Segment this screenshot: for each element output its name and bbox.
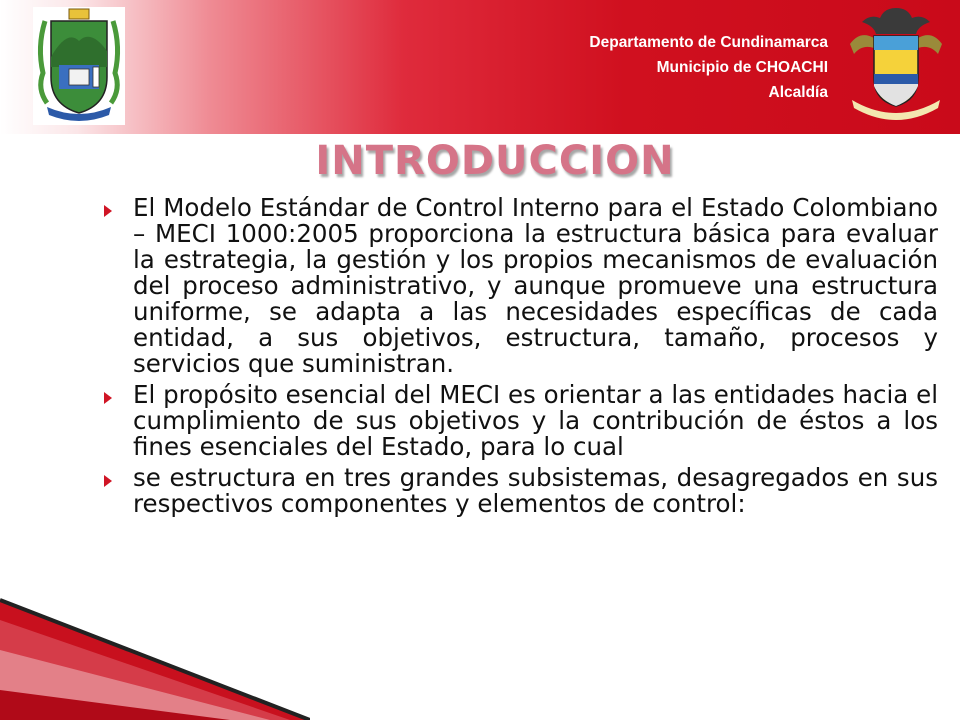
triangle-bullet-icon <box>104 475 112 487</box>
municipality-label: Municipio de CHOACHI <box>656 59 828 76</box>
header-text-block <box>408 30 828 105</box>
mayoralty-label: Alcaldía <box>768 84 828 101</box>
corner-decoration <box>0 590 310 720</box>
bullet-item <box>104 195 938 377</box>
department-label: Departamento de Cundinamarca <box>589 34 828 51</box>
bullet-list <box>104 195 938 522</box>
bullet-text: El Modelo Estándar de Control Interno para el Estado Colombiano – MECI 1000:2005 proporciona la estructura básica para evaluar la estrategia, la gestión y los propios mecanismos de evaluación del proceso administrativo, y aunque promueve una estructura uniforme, se adapta a las necesidades específicas de cada entidad, a sus objetivos, estructura, tamaño, procesos y servicios que suministran. <box>133 193 938 378</box>
triangle-bullet-icon <box>104 205 112 217</box>
bullet-text: El propósito esencial del MECI es orientar a las entidades hacia el cumplimiento de sus objetivos y la contribución de éstos a los fines esenciales del Estado, para lo cual <box>133 380 938 461</box>
bullet-item <box>104 382 938 460</box>
triangle-bullet-icon <box>104 392 112 404</box>
colombia-coat-of-arms-logo <box>840 4 952 130</box>
slide-title: INTRODUCCION <box>315 138 675 184</box>
bullet-item <box>104 465 938 517</box>
choachi-crest-logo <box>33 7 125 125</box>
bullet-text: se estructura en tres grandes subsistemas, desagregados en sus respectivos componentes y elementos de control: <box>133 463 938 518</box>
